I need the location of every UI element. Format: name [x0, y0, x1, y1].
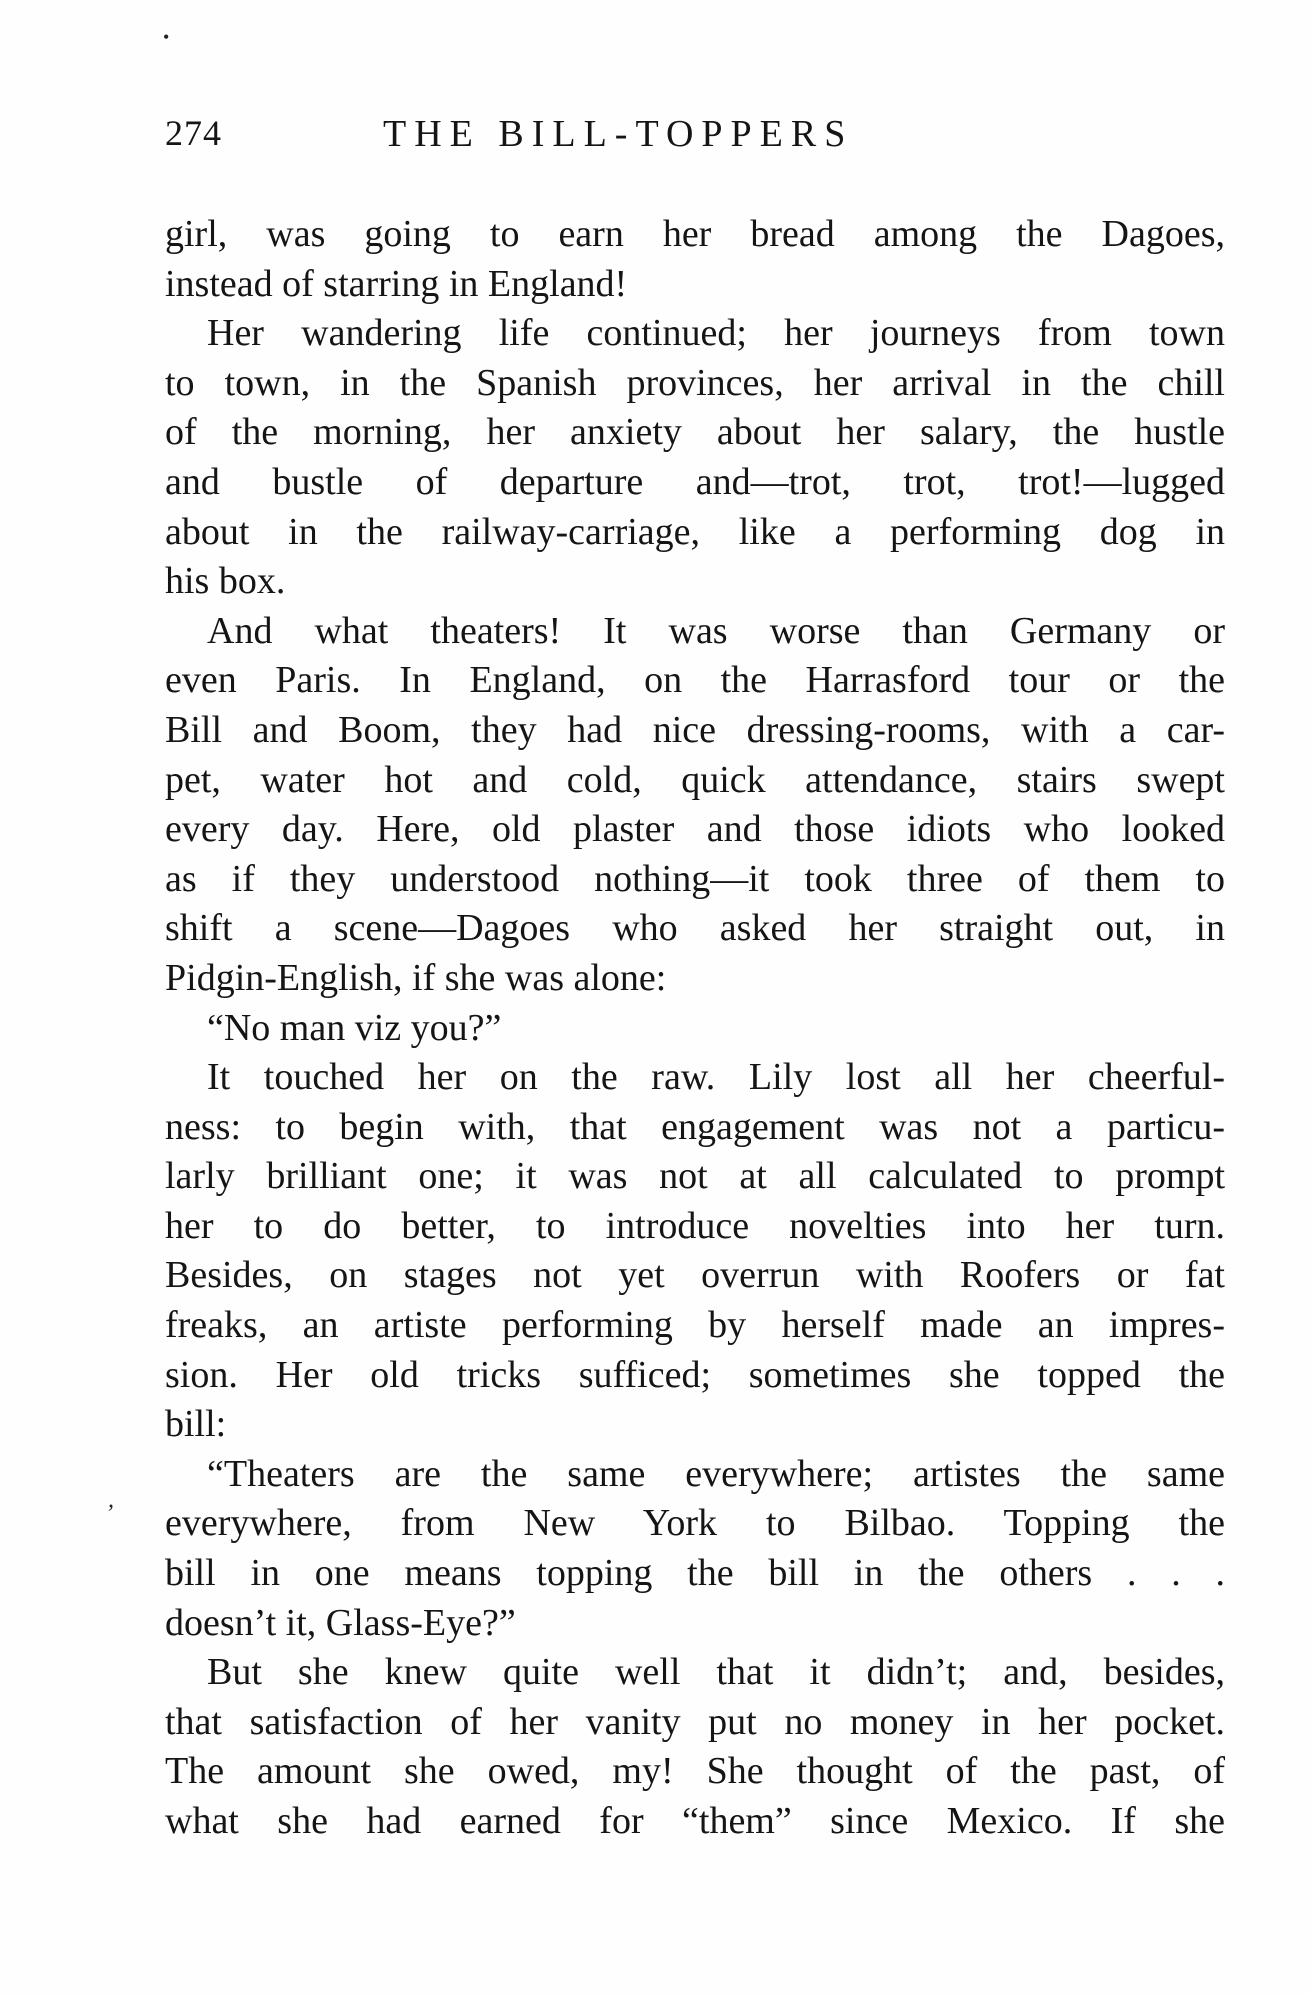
- running-title: THE BILL-TOPPERS: [383, 113, 854, 155]
- text-line: larly brilliant one; it was not at all calculated to prompt: [165, 1155, 1225, 1198]
- text-line: freaks, an artiste performing by herself made an impres-: [165, 1304, 1225, 1347]
- text-line: bill:: [165, 1403, 227, 1446]
- text-line: Bill and Boom, they had nice dressing-rooms, with a car-: [165, 708, 1225, 751]
- text-line: her to do better, to introduce novelties into her turn.: [165, 1204, 1225, 1247]
- text-line: what she had earned for “them” since Mexico. If she: [165, 1800, 1225, 1842]
- text-line: sion. Her old tricks sufficed; sometimes she topped the: [165, 1353, 1225, 1396]
- text-line: bill in one means topping the bill in the others . . .: [165, 1552, 1225, 1595]
- text-line: every day. Here, old plaster and those idiots who looked: [165, 808, 1225, 851]
- text-line: shift a scene—Dagoes who asked her straight out, in: [165, 907, 1225, 950]
- text-line: doesn’t it, Glass-Eye?”: [165, 1601, 516, 1644]
- text-line: of the morning, her anxiety about her salary, the hustle: [165, 411, 1225, 454]
- text-line: even Paris. In England, on the Harrasford tour or the: [165, 659, 1225, 702]
- text-line: everywhere, from New York to Bilbao. Topping the: [165, 1502, 1225, 1545]
- text-line: pet, water hot and cold, quick attendance, stairs swept: [165, 758, 1225, 801]
- page-header: [165, 112, 1225, 172]
- page-number: 274: [165, 113, 222, 153]
- text-line: instead of starring in England!: [165, 262, 628, 305]
- text-line: as if they understood nothing—it took three of them to: [165, 857, 1225, 900]
- text-line: And what theaters! It was worse than Germany or: [207, 609, 1225, 652]
- text-line: But she knew quite well that it didn’t; and, besides,: [207, 1651, 1225, 1694]
- text-line: Her wandering life continued; her journeys from town: [207, 312, 1225, 355]
- text-line: “Theaters are the same everywhere; artistes the same: [207, 1452, 1225, 1495]
- text-line: Besides, on stages not yet overrun with Roofers or fat: [165, 1254, 1225, 1297]
- text-line: to town, in the Spanish provinces, her arrival in the chill: [165, 361, 1225, 404]
- margin-mark: ,: [108, 1487, 114, 1513]
- top-speck-mark: •: [163, 27, 170, 47]
- text-line: The amount she owed, my! She thought of the past, of: [165, 1750, 1225, 1793]
- text-line: girl, was going to earn her bread among the Dagoes,: [165, 213, 1225, 255]
- text-line: Pidgin-English, if she was alone:: [165, 956, 667, 999]
- text-line: and bustle of departure and—trot, trot, trot!—lugged: [165, 460, 1225, 503]
- text-line: his box.: [165, 560, 286, 603]
- text-line: about in the railway-carriage, like a performing dog in: [165, 510, 1225, 553]
- text-line: It touched her on the raw. Lily lost all her cheerful-: [207, 1056, 1225, 1099]
- text-line: ness: to begin with, that engagement was not a particu-: [165, 1105, 1225, 1148]
- text-line: that satisfaction of her vanity put no money in her pocket.: [165, 1700, 1225, 1743]
- text-line: “No man viz you?”: [207, 1006, 502, 1049]
- body-text: [165, 210, 1225, 1847]
